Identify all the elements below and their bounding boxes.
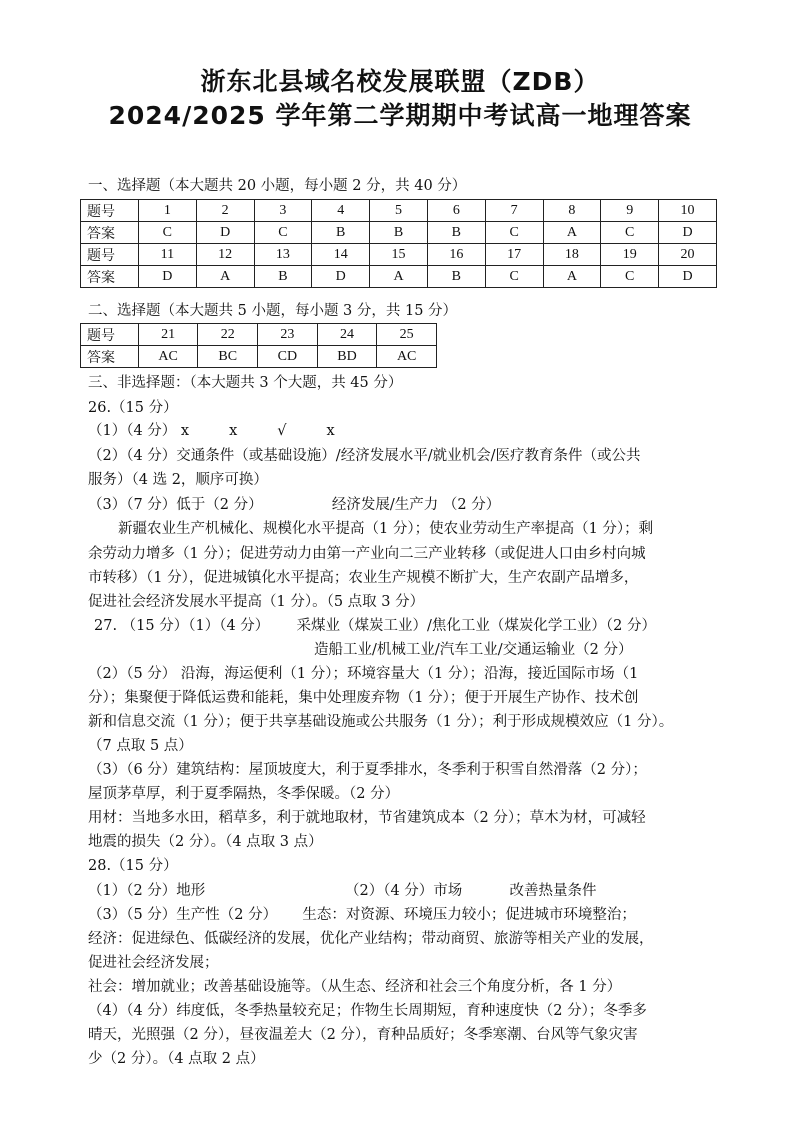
- q26-part3-body-line: 促进社会经济发展水平提高（1 分）。（5 点取 3 分）: [88, 594, 425, 610]
- q27-part3-line: 用材：当地多水田，稻草多，利于就地取材，节省建筑成本（2 分）；草木为材，可减轻: [88, 810, 646, 826]
- table-cell: C: [254, 222, 312, 244]
- table-cell: 16: [427, 244, 485, 266]
- table-cell: 21: [138, 324, 198, 346]
- table-cell: B: [427, 222, 485, 244]
- section2-answer-table: [80, 323, 437, 368]
- section2-heading: 二、选择题（本大题共 5 小题，每小题 3 分，共 15 分）: [88, 303, 458, 319]
- q26-heading: 26.（15 分）: [88, 400, 178, 416]
- q28-part2-answer1: （2）（4 分）市场: [345, 883, 463, 899]
- table-cell: 13: [254, 244, 312, 266]
- row-label: 题号: [81, 244, 139, 266]
- judgement-mark: x: [229, 423, 238, 439]
- q27-part2-line: （7 点取 5 点）: [88, 738, 193, 754]
- q28-part3-score: （3）（5 分）生产性（2 分）: [88, 907, 278, 923]
- table-cell: B: [427, 266, 485, 288]
- q28-part3-body-line: 经济：促进绿色、低碳经济的发展，优化产业结构；带动商贸、旅游等相关产业的发展，: [88, 931, 654, 947]
- q26-part1-label: （1）（4 分）: [88, 423, 177, 439]
- table-row: [81, 324, 437, 346]
- q26-part3-answer: 经济发展/生产力 （2 分）: [331, 497, 501, 513]
- table-cell: AC: [138, 346, 198, 368]
- q27-part2-line: （2）（5 分） 沿海，海运便利（1 分）；环境容量大（1 分）；沿海，接近国际市场（1: [88, 666, 639, 682]
- judgement-mark: x: [180, 423, 190, 439]
- q27-part2-line: 新和信息交流（1 分）；便于共享基础设施或公共服务（1 分）；利于形成规模效应（1 分）。: [88, 714, 674, 730]
- q27-part3-line: 屋顶茅草厚，利于夏季隔热，冬季保暖。（2 分）: [88, 786, 400, 802]
- table-cell: 10: [659, 200, 717, 222]
- section3-heading: 三、非选择题：（本大题共 3 个大题，共 45 分）: [88, 375, 403, 391]
- row-label: 答案: [81, 266, 139, 288]
- table-cell: B: [370, 222, 428, 244]
- table-cell: AC: [377, 346, 437, 368]
- q28-heading: 28.（15 分）: [88, 858, 178, 874]
- q26-part1-marks: [181, 423, 375, 439]
- table-cell: A: [370, 266, 428, 288]
- table-cell: BD: [317, 346, 377, 368]
- table-row: [81, 346, 437, 368]
- q28-part3-body-line: 社会：增加就业；改善基础设施等。（从生态、经济和社会三个角度分析，各 1 分）: [88, 979, 622, 995]
- q28-part2-answer2: 改善热量条件: [509, 883, 597, 899]
- judgement-mark: x: [326, 423, 335, 439]
- table-cell: BC: [198, 346, 258, 368]
- table-cell: 12: [196, 244, 254, 266]
- q26-part2-line1: （2）（4 分）交通条件（或基础设施）/经济发展水平/就业机会/医疗教育条件（或公共: [88, 448, 641, 464]
- table-cell: D: [659, 222, 717, 244]
- judgement-mark: √: [277, 423, 287, 439]
- q26-part2-line2: 服务）（4 选 2，顺序可换）: [88, 472, 268, 488]
- table-cell: D: [312, 266, 370, 288]
- q26-part3-body-line: 市转移）（1 分），促进城镇化水平提高；农业生产规模不断扩大，生产农副产品增多，: [88, 570, 639, 586]
- table-cell: CD: [258, 346, 318, 368]
- table-cell: 19: [601, 244, 659, 266]
- q27-heading: 27. （15 分）（1）（4 分）: [94, 618, 270, 634]
- q27-part1-answer2: 造船工业/机械工业/汽车工业/交通运输业（2 分）: [314, 642, 633, 658]
- table-cell: A: [543, 222, 601, 244]
- section1-answer-table: [80, 199, 717, 288]
- row-label: 答案: [81, 222, 139, 244]
- table-cell: A: [543, 266, 601, 288]
- table-cell: C: [601, 266, 659, 288]
- q26-part1: [88, 421, 375, 441]
- q28-part3-body-line: 促进社会经济发展；: [88, 955, 219, 971]
- table-cell: 24: [317, 324, 377, 346]
- row-label: 答案: [81, 346, 139, 368]
- table-cell: A: [196, 266, 254, 288]
- q27-part1-answer1: 采煤业（煤炭工业）/焦化工业（煤炭化学工业）（2 分）: [296, 618, 656, 634]
- table-cell: 23: [258, 324, 318, 346]
- table-cell: 25: [377, 324, 437, 346]
- table-cell: 1: [138, 200, 196, 222]
- table-cell: 3: [254, 200, 312, 222]
- q28-part4-line: 晴天，光照强（2 分），昼夜温差大（2 分），育种品质好；冬季寒潮、台风等气象灾害: [88, 1027, 638, 1043]
- q26-part3-body-line: 余劳动力增多（1 分）；促进劳动力由第一产业向二三产业转移（或促进人口由乡村向城: [88, 546, 646, 562]
- table-cell: 6: [427, 200, 485, 222]
- q28-part1: （1）（2 分）地形: [88, 883, 206, 899]
- table-cell: 14: [312, 244, 370, 266]
- table-cell: B: [312, 222, 370, 244]
- q27-line1: [94, 616, 656, 636]
- q27-part3-line: 地震的损失（2 分）。（4 点取 3 点）: [88, 834, 323, 850]
- table-cell: C: [485, 222, 543, 244]
- title-line-1: 浙东北县域名校发展联盟（ZDB）: [200, 67, 600, 96]
- table-cell: 17: [485, 244, 543, 266]
- row-label: 题号: [81, 324, 139, 346]
- table-row: [81, 222, 717, 244]
- table-row: [81, 244, 717, 266]
- table-cell: C: [138, 222, 196, 244]
- q28-part3-line1: [88, 905, 636, 925]
- table-cell: C: [485, 266, 543, 288]
- table-cell: 20: [659, 244, 717, 266]
- table-cell: 9: [601, 200, 659, 222]
- table-cell: D: [196, 222, 254, 244]
- table-cell: B: [254, 266, 312, 288]
- q26-part3-body-line: 新疆农业生产机械化、规模化水平提高（1 分）；使农业劳动生产率提高（1 分）；剩: [118, 521, 654, 537]
- table-cell: D: [659, 266, 717, 288]
- table-cell: D: [138, 266, 196, 288]
- q26-part3-score: （3）（7 分）低于（2 分）: [88, 497, 263, 513]
- table-row: [81, 200, 717, 222]
- row-label: 题号: [81, 200, 139, 222]
- table-cell: 11: [138, 244, 196, 266]
- table-cell: 7: [485, 200, 543, 222]
- q27-part2-line: 分）；集聚便于降低运费和能耗，集中处理废弃物（1 分）；便于开展生产协作、技术创: [88, 690, 639, 706]
- q27-part3-line: （3）（6 分）建筑结构：屋顶坡度大，利于夏季排水，冬季利于积雪自然滑落（2 分）；: [88, 762, 647, 778]
- section1-heading: 一、选择题（本大题共 20 小题，每小题 2 分，共 40 分）: [88, 178, 467, 194]
- title-line-2: 2024/2025 学年第二学期期中考试高一地理答案: [108, 101, 692, 130]
- table-row: [81, 266, 717, 288]
- table-cell: C: [601, 222, 659, 244]
- table-cell: 8: [543, 200, 601, 222]
- table-cell: 5: [370, 200, 428, 222]
- q28-part4-line: （4）（4 分）纬度低，冬季热量较充足；作物生长周期短，育种速度快（2 分）；冬季多: [88, 1003, 647, 1019]
- table-cell: 18: [543, 244, 601, 266]
- table-cell: 15: [370, 244, 428, 266]
- q28-part4-line: 少（2 分）。（4 点取 2 点）: [88, 1051, 265, 1067]
- q28-part3-eco: 生态：对资源、环境压力较小；促进城市环境整治；: [302, 907, 636, 923]
- table-cell: 22: [198, 324, 258, 346]
- q28-part2: [345, 881, 597, 901]
- q26-part3-line1: [88, 495, 500, 515]
- table-cell: 2: [196, 200, 254, 222]
- table-cell: 4: [312, 200, 370, 222]
